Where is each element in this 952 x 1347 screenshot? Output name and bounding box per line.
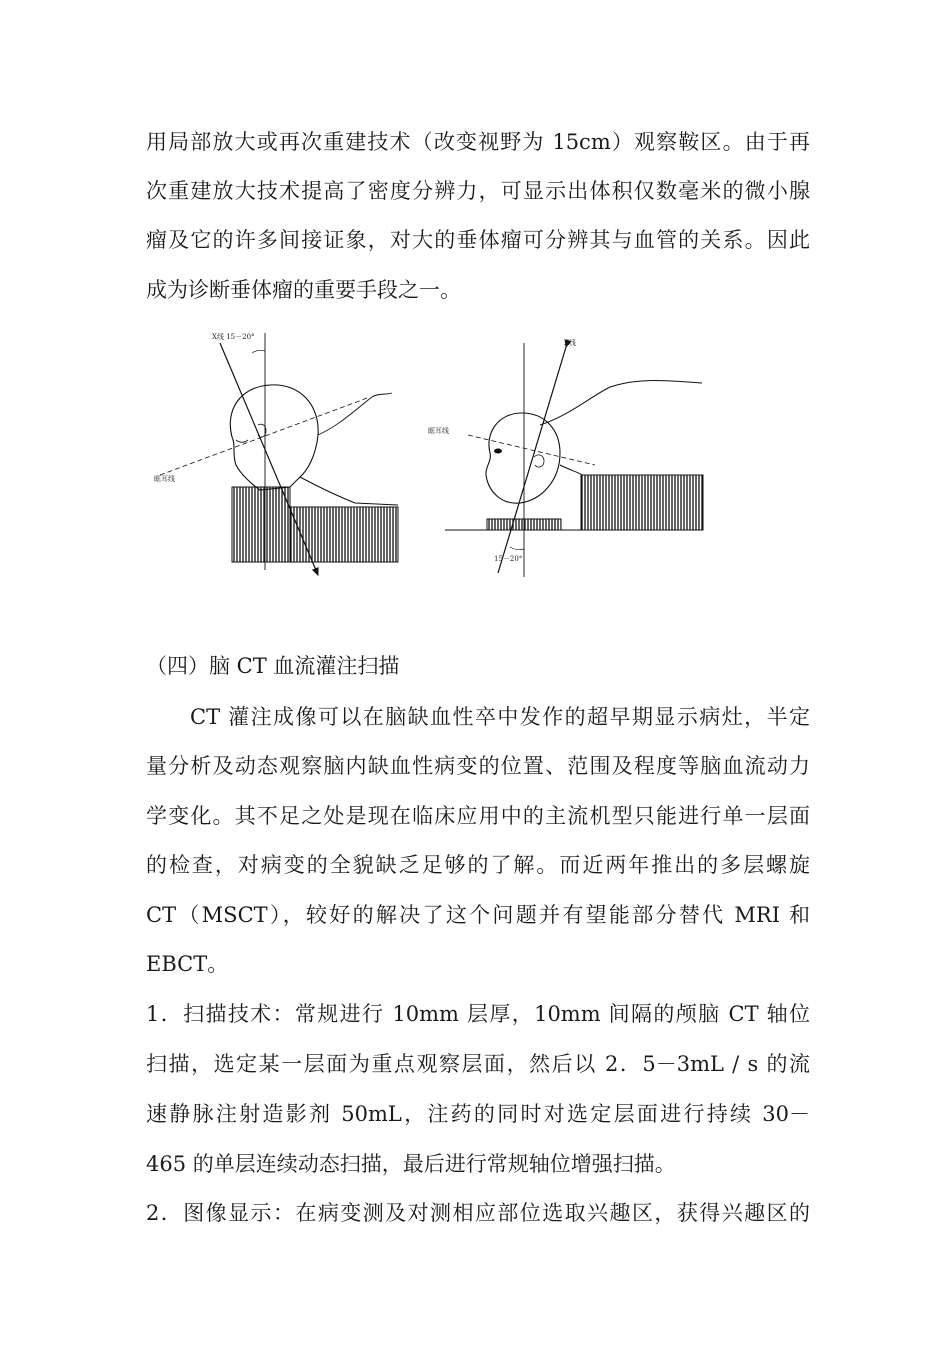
right-xray-label: X线 xyxy=(564,339,576,347)
right-angle-label: 15－20° xyxy=(494,555,523,563)
positioning-diagram xyxy=(140,325,720,590)
item1-line-3: 速静脉注射造影剂 50mL，注药的同时对选定层面进行持续 30－ xyxy=(146,1102,810,1126)
intro-line-4: 成为诊断垂体瘤的重要手段之一。 xyxy=(146,278,461,302)
left-diagram xyxy=(154,332,398,575)
right-xray-beam xyxy=(498,347,566,573)
ct-line-6: EBCT。 xyxy=(146,952,229,976)
positioning-figure xyxy=(140,325,720,590)
left-shoulder xyxy=(300,477,398,505)
right-headrest xyxy=(487,519,561,530)
right-ear xyxy=(534,455,544,467)
left-xray-label: X线 15－20° xyxy=(212,333,255,341)
ct-line-4: 的检查，对病变的全貌缺乏足够的了解。而近两年推出的多层螺旋 xyxy=(146,853,810,877)
left-headrest xyxy=(232,487,290,562)
section-heading: （四）脑 CT 血流灌注扫描 xyxy=(146,654,400,678)
item1-line-2: 扫描，选定某一层面为重点观察层面，然后以 2．5－3mL / s 的流 xyxy=(146,1052,810,1076)
ct-line-5: CT（MSCT），较好的解决了这个问题并有望能部分替代 MRI 和 xyxy=(146,903,810,927)
right-body-outline xyxy=(540,381,702,426)
right-eye xyxy=(494,449,502,454)
ct-line-2: 量分析及动态观察脑内缺血性病变的位置、范围及程度等脑血流动力 xyxy=(146,754,810,778)
intro-line-3: 瘤及它的许多间接证象，对大的垂体瘤可分辨其与血管的关系。因此 xyxy=(146,228,810,252)
left-head-outline xyxy=(230,385,318,490)
item1-line-1: 1．扫描技术：常规进行 10mm 层厚，10mm 间隔的颅脑 CT 轴位 xyxy=(146,1002,810,1026)
intro-line-1: 用局部放大或再次重建技术（改变视野为 15cm）观察鞍区。由于再 xyxy=(146,130,810,154)
right-table xyxy=(581,475,703,530)
ct-line-3: 学变化。其不足之处是现在临床应用中的主流机型只能进行单一层面 xyxy=(146,804,810,828)
right-diagram xyxy=(428,338,703,577)
intro-line-2: 次重建放大技术提高了密度分辨力，可显示出体积仅数毫米的微小腺 xyxy=(146,179,810,203)
item1-line-4: 465 的单层连续动态扫描，最后进行常规轴位增强扫描。 xyxy=(146,1152,676,1176)
right-orbitomeatal-label: 眶耳线 xyxy=(428,427,449,435)
left-orbitomeatal-label: 眶耳线 xyxy=(154,475,175,483)
ct-line-1: CT 灌注成像可以在脑缺血性卒中发作的超早期显示病灶，半定 xyxy=(190,705,810,729)
item2-line-1: 2．图像显示：在病变测及对测相应部位选取兴趣区，获得兴趣区的 xyxy=(146,1201,810,1225)
left-table xyxy=(290,507,398,562)
